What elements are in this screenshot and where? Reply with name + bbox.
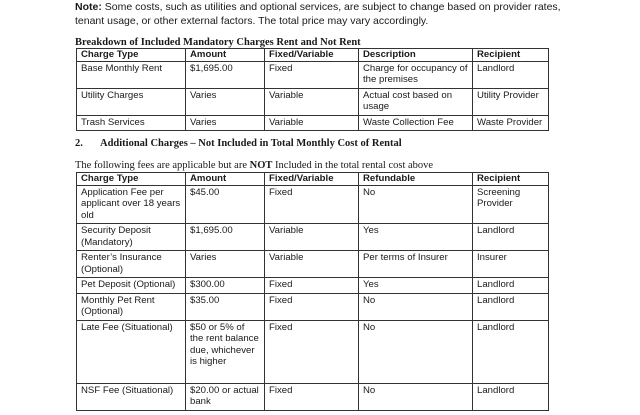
- table-cell: $1,695.00: [186, 61, 265, 88]
- table-cell: Landlord: [473, 320, 549, 383]
- table-cell: Per terms of Insurer: [359, 251, 473, 278]
- table-cell: Actual cost based on usage: [359, 88, 473, 115]
- table-cell: Utility Provider: [473, 88, 549, 115]
- table-cell: Landlord: [473, 293, 549, 320]
- intro-text-end: Included in the total rental cost above: [272, 160, 434, 171]
- column-header: Amount: [186, 49, 265, 62]
- column-header: Refundable: [359, 173, 473, 186]
- table-row: [77, 115, 549, 131]
- column-header: Charge Type: [77, 49, 186, 62]
- section-title: Additional Charges – Not Included in Total Monthly Cost of Rental: [100, 138, 402, 149]
- section-number: 2.: [75, 138, 83, 149]
- table-row: [77, 185, 549, 224]
- column-header: Charge Type: [77, 173, 186, 186]
- table-cell: No: [359, 293, 473, 320]
- intro-text: The following fees are applicable but are: [75, 160, 250, 171]
- table-row: [77, 61, 549, 88]
- table-header-row: [77, 49, 549, 62]
- table-cell: Screening Provider: [473, 185, 549, 224]
- table-cell: Insurer: [473, 251, 549, 278]
- table-cell: Monthly Pet Rent (Optional): [77, 293, 186, 320]
- table-row: [77, 88, 549, 115]
- table-cell: Variable: [265, 251, 359, 278]
- table-cell: $50 or 5% of the rent balance due, whichever is higher: [186, 320, 265, 383]
- table-cell: No: [359, 383, 473, 410]
- table-row: [77, 278, 549, 294]
- table-cell: Charge for occupancy of the premises: [359, 61, 473, 88]
- table-cell: Landlord: [473, 383, 549, 410]
- table-cell: $300.00: [186, 278, 265, 294]
- table-cell: Fixed: [265, 278, 359, 294]
- column-header: Fixed/Variable: [265, 173, 359, 186]
- table-cell: $45.00: [186, 185, 265, 224]
- table-cell: Waste Collection Fee: [359, 115, 473, 131]
- table-cell: Landlord: [473, 224, 549, 251]
- table-row: [77, 224, 549, 251]
- table-cell: Variable: [265, 224, 359, 251]
- intro-paragraph: [75, 160, 433, 172]
- table-cell: Varies: [186, 251, 265, 278]
- table-cell: Fixed: [265, 320, 359, 383]
- table-cell: Trash Services: [77, 115, 186, 131]
- section-heading: [75, 138, 402, 150]
- table-cell: Variable: [265, 88, 359, 115]
- table-header-row: [77, 173, 549, 186]
- additional-charges-table: [76, 172, 549, 411]
- note-label: Note:: [75, 1, 102, 13]
- intro-emphasis: NOT: [249, 160, 273, 171]
- table-cell: Late Fee (Situational): [77, 320, 186, 383]
- note-text: Some costs, such as utilities and optional services, are subject to change based on provider rates, tenant usage, or other external factors. The total price may vary accordingly.: [75, 1, 561, 27]
- table-cell: Yes: [359, 224, 473, 251]
- table-cell: Renter’s Insurance (Optional): [77, 251, 186, 278]
- table-cell: Landlord: [473, 278, 549, 294]
- table-cell: Fixed: [265, 61, 359, 88]
- table-cell: Yes: [359, 278, 473, 294]
- table-cell: Utility Charges: [77, 88, 186, 115]
- table-row: [77, 383, 549, 410]
- column-header: Fixed/Variable: [265, 49, 359, 62]
- column-header: Amount: [186, 173, 265, 186]
- included-charges-table: [76, 48, 549, 131]
- table-row: [77, 293, 549, 320]
- table-cell: Variable: [265, 115, 359, 131]
- column-header: Description: [359, 49, 473, 62]
- breakdown-heading: Breakdown of Included Mandatory Charges Rent and Not Rent: [75, 37, 361, 48]
- table-cell: Fixed: [265, 293, 359, 320]
- table-cell: $1,695.00: [186, 224, 265, 251]
- table-cell: Application Fee per applicant over 18 years old: [77, 185, 186, 224]
- table-row: [77, 320, 549, 383]
- table-cell: Pet Deposit (Optional): [77, 278, 186, 294]
- column-header: Recipient: [473, 49, 549, 62]
- table-cell: $35.00: [186, 293, 265, 320]
- table-cell: $20.00 or actual bank: [186, 383, 265, 410]
- table-cell: NSF Fee (Situational): [77, 383, 186, 410]
- table-row: [77, 251, 549, 278]
- table-cell: Waste Provider: [473, 115, 549, 131]
- table-cell: Fixed: [265, 383, 359, 410]
- table-cell: No: [359, 185, 473, 224]
- table-cell: Varies: [186, 115, 265, 131]
- table-cell: Varies: [186, 88, 265, 115]
- table-cell: Base Monthly Rent: [77, 61, 186, 88]
- table-cell: Security Deposit (Mandatory): [77, 224, 186, 251]
- table-cell: Fixed: [265, 185, 359, 224]
- column-header: Recipient: [473, 173, 549, 186]
- table-cell: No: [359, 320, 473, 383]
- table-cell: Landlord: [473, 61, 549, 88]
- note-paragraph: [75, 0, 575, 28]
